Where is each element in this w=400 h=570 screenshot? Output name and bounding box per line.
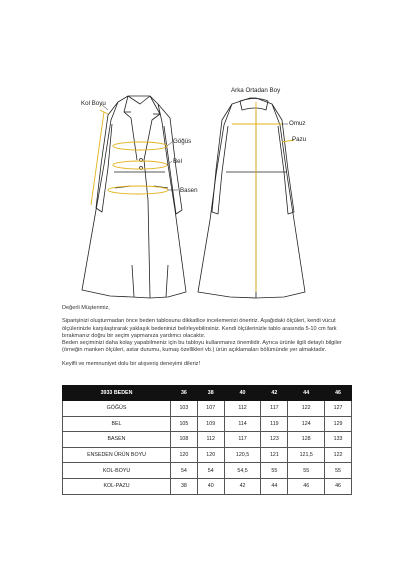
table-cell: 121: [261, 447, 288, 463]
header-cell-size: 40: [224, 386, 261, 401]
row-label: GÖĞÜS: [63, 401, 171, 417]
size-table-header-row: [63, 386, 352, 401]
label-gogus: Göğüs: [173, 138, 192, 145]
table-cell: 46: [325, 478, 352, 494]
label-basen: Basen: [180, 187, 198, 194]
table-row: [63, 447, 352, 463]
table-cell: 117: [224, 432, 261, 448]
leader-gogus: [167, 142, 172, 146]
table-cell: 40: [197, 478, 224, 494]
table-cell: 54,5: [224, 463, 261, 479]
table-cell: 54: [171, 463, 198, 479]
table-cell: 42: [224, 478, 261, 494]
table-cell: 122: [325, 447, 352, 463]
table-cell: 103: [171, 401, 198, 417]
back-left-sleeve: [212, 104, 232, 214]
front-right-lapel: [144, 96, 160, 160]
front-overlap-edge: [144, 160, 150, 298]
table-row: [63, 401, 352, 417]
table-cell: 55: [288, 463, 325, 479]
measure-ellipse-bel: [113, 161, 167, 169]
note-closing: Keyifli ve memnuniyet dolu bir alışveriş deneyimi dileriz!: [62, 360, 201, 367]
table-cell: 124: [288, 416, 325, 432]
table-cell: 129: [325, 416, 352, 432]
table-cell: 122: [288, 401, 325, 417]
table-cell: 114: [224, 416, 261, 432]
table-cell: 121,5: [288, 447, 325, 463]
table-cell: 44: [261, 478, 288, 494]
label-kol-boyu: Kol Boyu: [81, 100, 106, 107]
table-cell: 54: [197, 463, 224, 479]
table-cell: 123: [261, 432, 288, 448]
label-pazu: Pazu: [292, 136, 307, 143]
note-paragraph-2: Beden seçiminizi daha kolay yapabilmeniz için bu tabloyu kullanmanız önemlidir. Ayrıca ürünle ilgili detaylı bilgiler (örneğin manken ölçüleri, astar durumu, kumaş özellikleri vb.) ürün açıklamaları bölümünde yer almaktadır.: [62, 340, 342, 354]
table-cell: 55: [261, 463, 288, 479]
row-label: BASEN: [63, 432, 171, 448]
table-cell: 117: [261, 401, 288, 417]
table-row: [63, 432, 352, 448]
table-row: [63, 416, 352, 432]
table-cell: 119: [261, 416, 288, 432]
row-label: KOL-BOYU: [63, 463, 171, 479]
label-omuz: Omuz: [289, 120, 306, 127]
measure-ellipse-gogus: [113, 142, 167, 150]
size-table: [62, 385, 352, 495]
back-collar: [240, 99, 268, 111]
table-cell: 120: [197, 447, 224, 463]
note-greeting: Değerli Müşterimiz,: [62, 305, 110, 311]
header-cell-size: 42: [261, 386, 288, 401]
label-bel: Bel: [173, 158, 182, 165]
header-cell-size: 46: [325, 386, 352, 401]
front-view-drawing: [82, 96, 186, 298]
table-cell: 46: [288, 478, 325, 494]
table-cell: 112: [197, 432, 224, 448]
table-cell: 109: [197, 416, 224, 432]
table-cell: 120: [171, 447, 198, 463]
table-cell: 120,5: [224, 447, 261, 463]
table-cell: 55: [325, 463, 352, 479]
header-cell-size: 44: [288, 386, 325, 401]
header-cell-size: 38: [197, 386, 224, 401]
table-row: [63, 463, 352, 479]
front-left-lapel: [124, 96, 137, 160]
table-cell: 108: [171, 432, 198, 448]
table-cell: 107: [197, 401, 224, 417]
table-cell: 128: [288, 432, 325, 448]
row-label: KOL-PAZU: [63, 478, 171, 494]
notes-block: [62, 305, 352, 368]
front-left-sleeve: [96, 102, 118, 212]
table-cell: 38: [171, 478, 198, 494]
header-cell-size: 36: [171, 386, 198, 401]
back-view-drawing: [198, 98, 305, 298]
back-body-outline: [198, 98, 305, 298]
table-cell: 127: [325, 401, 352, 417]
note-paragraph-1: Siparişinizi oluşturmadan önce beden tablosunu dikkatlice incelemenizi öneririz. Aşağıdaki ölçüleri, kendi vücut ölçülerinizle karşılaştırarak yaklaşık bedeninizi belirleyebilirsiniz. Kendi ölçülerinizle tablo arasında 5-10 cm fark bırakmanız doğru bir seçim yapmanıza yardımcı olacaktır.: [62, 318, 337, 339]
row-label: BEL: [63, 416, 171, 432]
table-cell: 133: [325, 432, 352, 448]
row-label: ENSEDEN ÜRÜN BOYU: [63, 447, 171, 463]
header-cell-model: 3933 BEDEN: [63, 386, 171, 401]
table-row: [63, 478, 352, 494]
measure-ellipse-basen: [108, 186, 168, 194]
front-collar: [128, 96, 150, 104]
table-cell: 105: [171, 416, 198, 432]
table-cell: 112: [224, 401, 261, 417]
label-arka-ortadan-boy: Arka Ortadan Boy: [231, 87, 281, 94]
